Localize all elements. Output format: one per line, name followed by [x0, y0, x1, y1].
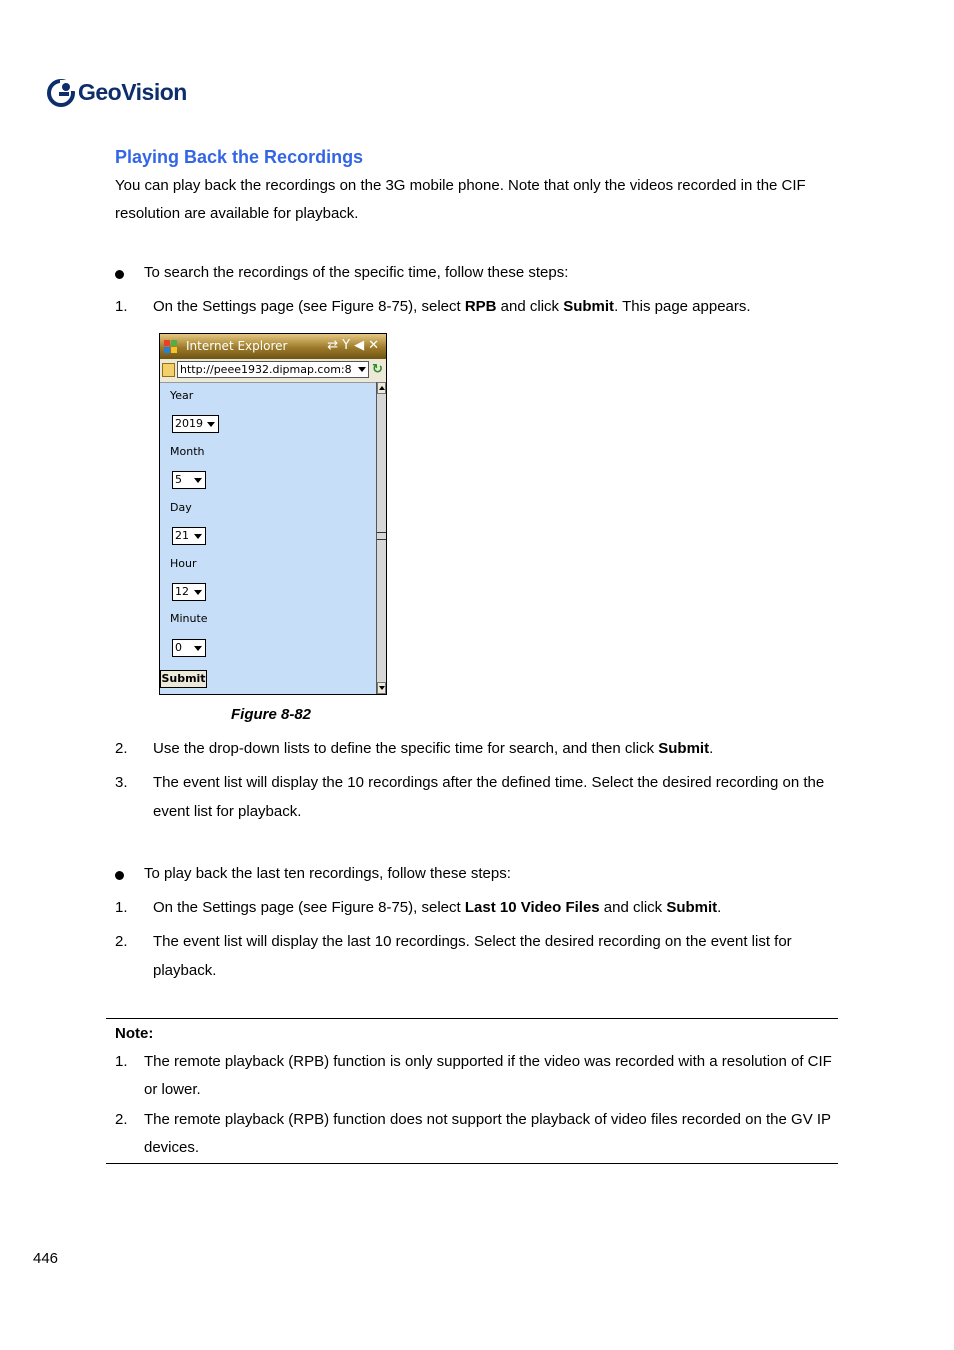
chevron-down-icon	[194, 646, 202, 651]
note-number: 1.	[115, 1053, 128, 1070]
note-text: The remote playback (RPB) function does not support the playback of video files recorded on the GV IP devices.	[144, 1111, 831, 1156]
connectivity-icon: ⇄	[327, 338, 343, 353]
url-dropdown-arrow-icon[interactable]	[358, 367, 366, 372]
chevron-down-icon	[194, 590, 202, 595]
scroll-thumb[interactable]	[377, 532, 386, 540]
step-text: On the Settings page (see Figure 8-75), select RPB and click Submit. This page appears.	[153, 298, 751, 315]
day-select[interactable]	[172, 527, 206, 545]
note-title: Note:	[115, 1025, 154, 1042]
page-icon	[162, 363, 175, 377]
windows-start-icon[interactable]	[163, 339, 179, 355]
scroll-down-icon[interactable]	[377, 682, 386, 694]
figure-caption: Figure 8-82	[231, 706, 312, 723]
intro-paragraph: You can play back the recordings on the 3G mobile phone. Note that only the videos recorded in the CIF resolution are available for playback.	[115, 177, 806, 222]
minute-value: 0	[175, 641, 182, 654]
url-input[interactable]	[177, 361, 369, 378]
year-value: 2019	[175, 417, 203, 430]
step-text: On the Settings page (see Figure 8-75), select Last 10 Video Files and click Submit.	[153, 899, 722, 916]
minute-select[interactable]	[172, 639, 206, 657]
close-icon[interactable]: ✕	[368, 338, 383, 353]
title-bar	[160, 334, 386, 359]
step-number: 2.	[115, 740, 128, 757]
mobile-browser-screenshot	[159, 333, 387, 695]
step-text: The event list will display the last 10 recordings. Select the desired recording on the event list for playback.	[153, 933, 792, 979]
page-number: 446	[33, 1250, 59, 1267]
minute-label: Minute	[170, 612, 208, 625]
hour-label: Hour	[170, 557, 197, 570]
browser-title: Internet Explorer	[186, 339, 288, 353]
section-title: Playing Back the Recordings	[115, 147, 364, 167]
year-select[interactable]	[172, 415, 219, 433]
submit-button[interactable]: Submit	[160, 670, 207, 688]
note-text: The remote playback (RPB) function is only supported if the video was recorded with a resolution of CIF or lower.	[144, 1053, 832, 1098]
chevron-down-icon	[194, 534, 202, 539]
logo-text: GeoVision	[78, 78, 187, 105]
bullet-text: To search the recordings of the specific time, follow these steps:	[144, 264, 569, 281]
hour-select[interactable]	[172, 583, 206, 601]
bullet-icon	[115, 871, 124, 880]
step-number: 1.	[115, 899, 128, 916]
note-number: 2.	[115, 1111, 128, 1128]
step-number: 2.	[115, 933, 128, 950]
step-text: Use the drop-down lists to define the specific time for search, and then click Submit.	[153, 740, 714, 757]
step-number: 3.	[115, 774, 128, 791]
step-text: The event list will display the 10 recordings after the defined time. Select the desired recording on the event list for playback.	[153, 774, 825, 820]
day-label: Day	[170, 501, 192, 514]
month-label: Month	[170, 445, 205, 458]
bullet-icon	[115, 270, 124, 279]
month-select[interactable]	[172, 471, 206, 489]
signal-icon: Y	[342, 338, 355, 353]
url-text: http://peee1932.dipmap.com:8	[180, 363, 352, 376]
geovision-logo-icon	[46, 77, 76, 107]
year-label: Year	[170, 389, 194, 402]
scroll-up-icon[interactable]	[377, 382, 386, 394]
volume-icon[interactable]: ◀	[354, 338, 369, 353]
step-number: 1.	[115, 298, 128, 315]
month-value: 5	[175, 473, 182, 486]
hour-value: 12	[175, 585, 189, 598]
chevron-down-icon	[207, 422, 215, 427]
vertical-scrollbar[interactable]	[376, 382, 386, 694]
chevron-down-icon	[194, 478, 202, 483]
day-value: 21	[175, 529, 189, 542]
address-bar	[160, 359, 386, 383]
go-refresh-icon[interactable]: ↻	[372, 362, 383, 377]
bullet-text: To play back the last ten recordings, follow these steps:	[144, 865, 511, 882]
status-icons	[327, 338, 383, 353]
geovision-logo	[46, 76, 187, 108]
